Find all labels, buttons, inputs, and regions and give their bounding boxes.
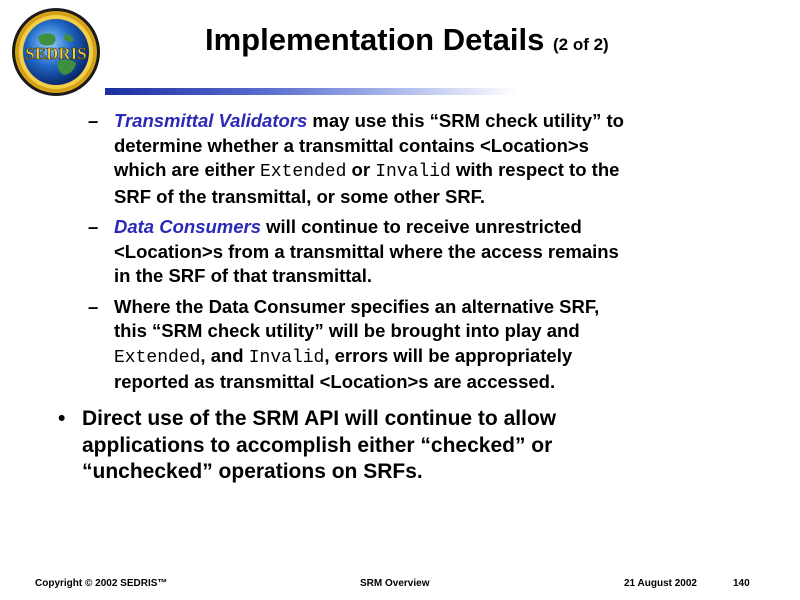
logo-text: SEDRIS bbox=[25, 44, 87, 63]
bullet-text: SRF of the transmittal, or some other SRF. bbox=[114, 185, 486, 207]
main-bullet bbox=[58, 406, 782, 486]
emphasis-term: Data Consumers bbox=[114, 216, 262, 237]
sub-bullet bbox=[88, 295, 778, 395]
footer-date: 21 August 2002 bbox=[624, 578, 697, 589]
bullet-text: , and bbox=[200, 344, 249, 366]
bullet-text: may use this “SRM check utility” to bbox=[307, 110, 624, 131]
bullet-text: in the SRF of that transmittal. bbox=[114, 265, 372, 286]
slide-title bbox=[205, 22, 609, 58]
code-term: Extended bbox=[114, 347, 201, 368]
bullet-text: <Location>s from a transmittal where the access remains bbox=[114, 240, 619, 262]
footer-page-number: 140 bbox=[733, 578, 750, 589]
bullet-text: will continue to receive unrestricted bbox=[261, 216, 582, 237]
sub-bullet bbox=[88, 109, 778, 209]
emphasis-term: Transmittal Validators bbox=[114, 110, 308, 131]
title-sub: (2 of 2) bbox=[552, 35, 609, 54]
bullet-text: this “SRM check utility” will be brought into play and bbox=[114, 320, 580, 341]
code-term: Invalid bbox=[248, 347, 325, 368]
title-underline bbox=[105, 88, 517, 95]
dash-marker: – bbox=[88, 110, 99, 131]
sub-bullet bbox=[88, 215, 778, 289]
dash-marker: – bbox=[88, 216, 99, 237]
bullet-text: reported as transmittal <Location>s are accessed. bbox=[114, 371, 556, 392]
bullet-text: or bbox=[346, 159, 376, 180]
main-bullet-line-3: “unchecked” operations on SRFs. bbox=[82, 460, 423, 483]
sub-bullet-list bbox=[88, 109, 778, 401]
title-main: Implementation Details bbox=[205, 22, 545, 57]
bullet-text: determine whether a transmittal contains <Location>s bbox=[114, 134, 589, 156]
main-bullet-line-2: applications to accomplish either “checked” or bbox=[82, 433, 553, 457]
bullet-marker: • bbox=[58, 407, 66, 430]
bullet-text: which are either bbox=[114, 159, 260, 180]
dash-marker: – bbox=[88, 295, 99, 317]
bullet-text: , errors will be appropriately bbox=[324, 344, 573, 366]
main-bullet-line-1: Direct use of the SRM API will continue to allow bbox=[82, 407, 557, 430]
code-term: Invalid bbox=[375, 162, 451, 182]
code-term: Extended bbox=[260, 162, 347, 182]
bullet-text: with respect to the bbox=[450, 159, 620, 180]
sedris-logo bbox=[8, 5, 104, 99]
bullet-text: Where the Data Consumer specifies an alternative SRF, bbox=[114, 295, 600, 317]
footer-copyright: Copyright © 2002 SEDRIS™ bbox=[35, 578, 168, 589]
footer-center: SRM Overview bbox=[360, 578, 430, 589]
